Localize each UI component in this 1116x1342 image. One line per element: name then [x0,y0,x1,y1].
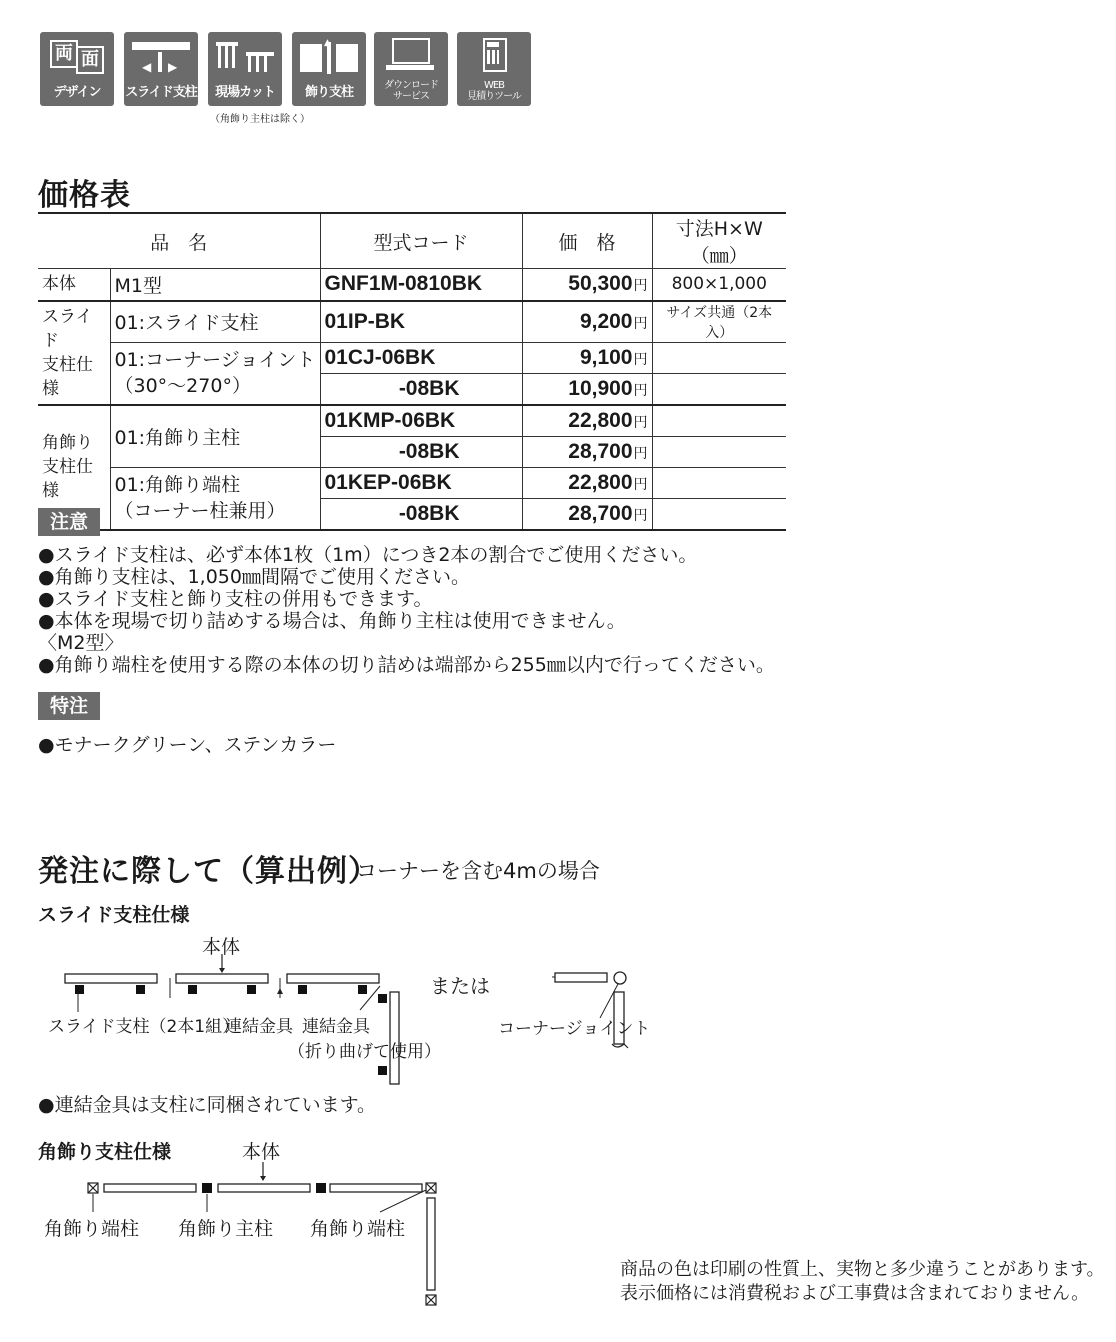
badge-onsite-cut [208,32,282,106]
size-cell: 800×1,000 [652,269,786,301]
badge-label: スライド支柱 [125,85,197,100]
name-cell: 01:スライド支柱 [110,301,320,343]
code-cell: -08BK [320,498,522,530]
label-or: または [430,974,490,998]
badge-both-sides-design [40,32,114,106]
badge-label: ダウンロード サービス [384,80,438,102]
code-cell: -08BK [320,436,522,467]
label-body: 本体 [202,936,241,958]
header-product-name: 品 名 [38,213,320,269]
badge-label: WEB 見積りツール [467,80,521,102]
label-end-post-right: 角飾り端柱 [310,1218,406,1240]
code-cell: 01KMP-06BK [320,405,522,437]
price-cell: 22,800円 [522,405,652,437]
size-cell [652,342,786,373]
price-table-title: 価格表 [38,178,131,213]
name-cell: 01:角飾り主柱 [110,405,320,468]
label-corner-joint: コーナージョイント [498,1019,651,1039]
caution-item: ●角飾り端柱を使用する際の本体の切り詰めは端部から255㎜以内で行ってください。 [38,654,775,676]
label-body-2: 本体 [242,1141,281,1163]
caution-list [38,544,775,676]
table-row [38,342,786,373]
code-cell: GNF1M-0810BK [320,269,522,301]
size-cell [652,467,786,498]
slide-post-icon: ◀ ▶ [132,38,190,74]
badge-web-estimate [457,32,531,106]
badge-label: 飾り支柱 [304,85,353,100]
badge-label: デザイン [53,85,101,100]
order-example-subtitle: コーナーを含む4mの場合 [356,859,600,883]
price-cell: 9,100円 [522,342,652,373]
price-cell: 10,900円 [522,373,652,405]
monitor-icon [382,38,440,74]
table-row [38,467,786,498]
size-cell: サイズ共通（2本入） [652,301,786,343]
label-main-post: 角飾り主柱 [178,1218,274,1240]
category-cell: 角飾り 支柱仕様 [38,405,110,530]
footnote-color: 商品の色は印刷の性質上、実物と多少違うことがあります。 [620,1259,1105,1280]
price-cell: 50,300円 [522,269,652,301]
footnote [620,1258,1105,1306]
slide-spec-title: スライド支柱仕様 [38,904,190,926]
header-model-code: 型式コード [320,213,522,269]
special-order-tag: 特注 [38,692,100,720]
badge-download-service [374,32,448,106]
code-cell: 01KEP-06BK [320,467,522,498]
size-cell [652,405,786,437]
kaku-spec-title: 角飾り支柱仕様 [38,1141,172,1163]
special-order-note: ●モナークグリーン、ステンカラー [38,734,337,756]
caution-item: ●角飾り支柱は、1,050㎜間隔でご使用ください。 [38,566,470,588]
table-row [38,269,786,301]
footnote-tax: 表示価格には消費税および工事費は含まれておりません。 [620,1283,1090,1304]
caution-tag: 注意 [38,508,100,536]
caution-item: ●スライド支柱と飾り支柱の併用もできます。 [38,588,433,610]
decorative-post-icon: ▲ [300,38,358,74]
code-cell: -08BK [320,373,522,405]
caution-item: ●スライド支柱は、必ず本体1枚（1m）につき2本の割合でご使用ください。 [38,544,698,566]
badge-slide-post [124,32,198,106]
header-price: 価 格 [522,213,652,269]
badge-decorative-post [292,32,366,106]
label-connector: 連結金具 [225,1017,293,1037]
price-table [38,212,786,531]
category-cell: スライド 支柱仕様 [38,301,110,405]
both-sides-icon: 両 面 [48,38,106,74]
name-cell: M1型 [110,269,320,301]
table-header-row [38,213,786,269]
calculator-icon [465,38,523,74]
price-cell: 28,700円 [522,498,652,530]
caution-item: ●本体を現場で切り詰めする場合は、角飾り主柱は使用できません。 [38,610,626,632]
size-cell [652,373,786,405]
order-example-title: 発注に際して（算出例） [38,854,379,889]
header-size: 寸法H×W（㎜） [652,213,786,269]
size-cell [652,498,786,530]
label-slide-post: スライド支柱（2本1組） [48,1017,240,1037]
connector-note: ●連結金具は支柱に同梱されています。 [38,1094,377,1116]
label-connector-bent: 連結金具 （折り曲げて使用） [288,1017,441,1062]
badge-note: （角飾り主柱は除く） [210,114,310,125]
price-cell: 22,800円 [522,467,652,498]
category-cell: 本体 [38,269,110,301]
name-cell: 01:コーナージョイント （30°〜270°） [110,342,320,405]
size-cell [652,436,786,467]
label-end-post-left: 角飾り端柱 [44,1218,140,1240]
code-cell: 01IP-BK [320,301,522,343]
caution-item: 〈M2型〉 [38,632,124,654]
table-row [38,405,786,437]
price-cell: 9,200円 [522,301,652,343]
onsite-cut-icon [216,38,274,74]
name-cell: 01:角飾り端柱 （コーナー柱兼用） [110,467,320,530]
badge-label: 現場カット [215,85,275,100]
price-cell: 28,700円 [522,436,652,467]
code-cell: 01CJ-06BK [320,342,522,373]
table-row [38,301,786,343]
